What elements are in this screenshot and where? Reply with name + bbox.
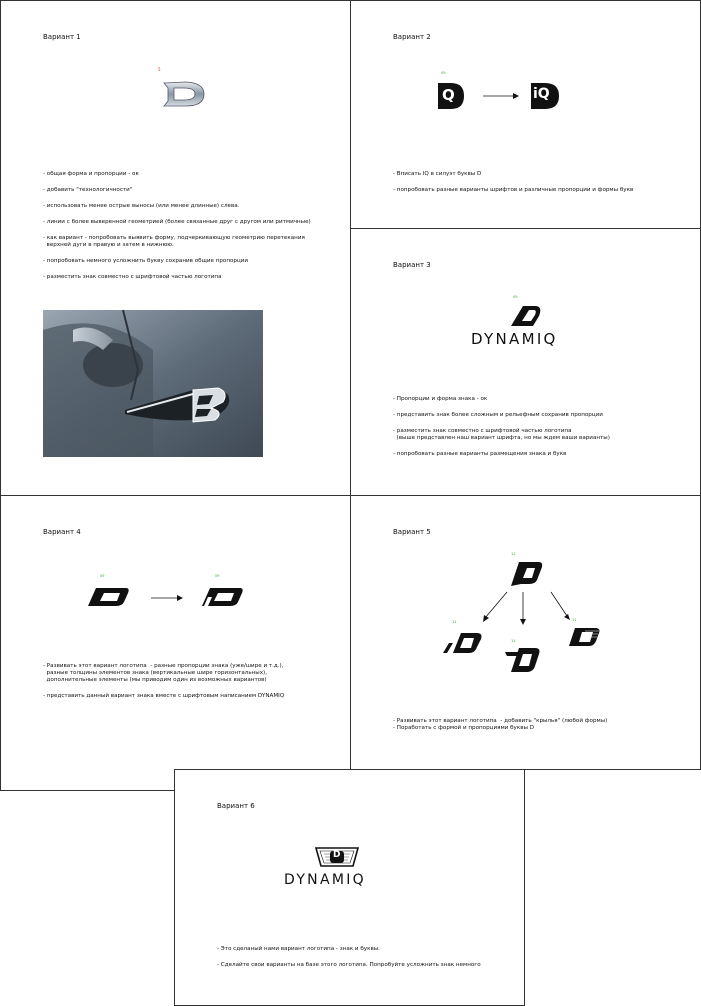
arrow-right-icon — [151, 595, 183, 601]
panel-variant-3 — [350, 228, 701, 496]
panel-variant-2 — [350, 0, 701, 229]
angular-d-logo-left-icon — [88, 588, 130, 606]
panel-title: Вариант 4 — [43, 528, 81, 536]
note-item: - Это сделаный нами вариант логотипа - знак и буквы. — [217, 946, 380, 952]
car-photo — [43, 310, 263, 457]
note-item: - Вписать IQ в силуэт буквы D — [393, 171, 482, 177]
panel-title: Вариант 3 — [393, 261, 431, 269]
notes-list — [217, 946, 481, 969]
mark-label: 11 — [511, 552, 516, 556]
dynamiq-wordmark: DYNAMIQ — [471, 330, 558, 348]
note-item: - представить знак более сложным и рельефным сохранив пропорции — [393, 412, 603, 418]
note-item: - как вариант - попробовать выявить форму, подчеркивающую геометрию перетекания верхней дуги в правую и затем в нижнюю. — [43, 235, 305, 248]
dynamiq-wordmark: DYNAMIQ — [284, 872, 366, 888]
panel-title: Вариант 6 — [217, 802, 255, 810]
panel-variant-5 — [350, 495, 701, 770]
note-item: - разместить знак совместно с шрифтовой частью логотипа — [43, 274, 222, 280]
note-item: - представить данный вариант знака вместе с шрифтовым написанием DYNAMIQ — [43, 693, 285, 699]
badge-letter: D — [333, 850, 341, 860]
notes-list — [393, 718, 607, 732]
note-item: - попробовать немного усложнить букву сохранив общие пропорции — [43, 258, 249, 264]
note-item: - линии с более выверенной геометрией (более связанные друг с другом или ритмичные) — [43, 219, 311, 225]
notes-list — [393, 171, 633, 194]
notes-list — [43, 663, 284, 700]
notes-list — [43, 171, 311, 281]
mark-label: 09 — [215, 574, 220, 578]
mark-label: 11 — [572, 618, 577, 622]
note-item: - добавить "технологичности" — [43, 187, 133, 193]
winged-d-logo-left-icon — [443, 633, 483, 653]
slanted-q-logo-top-icon — [509, 562, 543, 586]
note-item: - попробовать разные варианты размещения знака и букв — [393, 451, 567, 457]
slanted-d-logo-icon — [509, 306, 543, 326]
mark-label: 09 — [100, 574, 105, 578]
panel-title: Вариант 5 — [393, 528, 431, 536]
note-item: - Развивать этот вариант логотипа - разные пропорции знака (уже/шире и т.д.), разные толщины элементов знака (вертикальные шире горизонтальных), дополнительные элементы (мы приводим один из возможных вариантов) — [43, 663, 284, 683]
mark-label: 5 — [158, 67, 161, 72]
panel-variant-4 — [0, 495, 351, 791]
winged-d-logo-right-icon — [569, 628, 601, 646]
panel-title: Вариант 1 — [43, 33, 81, 41]
notes-list — [393, 396, 610, 458]
panel-variant-1 — [0, 0, 351, 496]
mark-label: 11 — [452, 620, 457, 624]
note-item: - разместить знак совместно с шрифтовой частью логотипа (выше представлен наш вариант шрифта, но мы ждем ваши варианты) — [393, 428, 610, 441]
logo-right-letters: iQ — [533, 86, 550, 102]
note-item: - Пропорции и форма знака - ок — [393, 396, 488, 402]
mark-label: 11 — [511, 639, 516, 643]
note-item: - общая форма и пропорции - ок — [43, 171, 139, 177]
chrome-d-logo-icon — [162, 79, 206, 109]
panel-title: Вариант 2 — [393, 33, 431, 41]
note-item: - Развивать этот вариант логотипа - добавить "крылья" (любой формы) - Поработать с формой и пропорциями буквы D — [393, 718, 608, 731]
logo-left-letters: Q — [442, 86, 455, 104]
note-item: - Сделайте свои варианты на базе этого логотипа. Попробуйте усложнить знак немного — [217, 962, 481, 968]
panel-variant-6 — [174, 769, 525, 1006]
mark-label: 09 — [441, 71, 446, 75]
arrows-icon — [481, 590, 573, 626]
note-item: - использовать менее острые выносы (или менее длинные) слева. — [43, 203, 240, 209]
mark-label: 09 — [513, 295, 518, 299]
arrow-right-icon — [483, 93, 519, 99]
note-item: - попробовать разные варианты шрифтов и различные пропорции и формы букв — [393, 187, 634, 193]
angular-d-logo-right-icon — [202, 588, 244, 606]
winged-d-logo-center-icon — [505, 648, 541, 672]
